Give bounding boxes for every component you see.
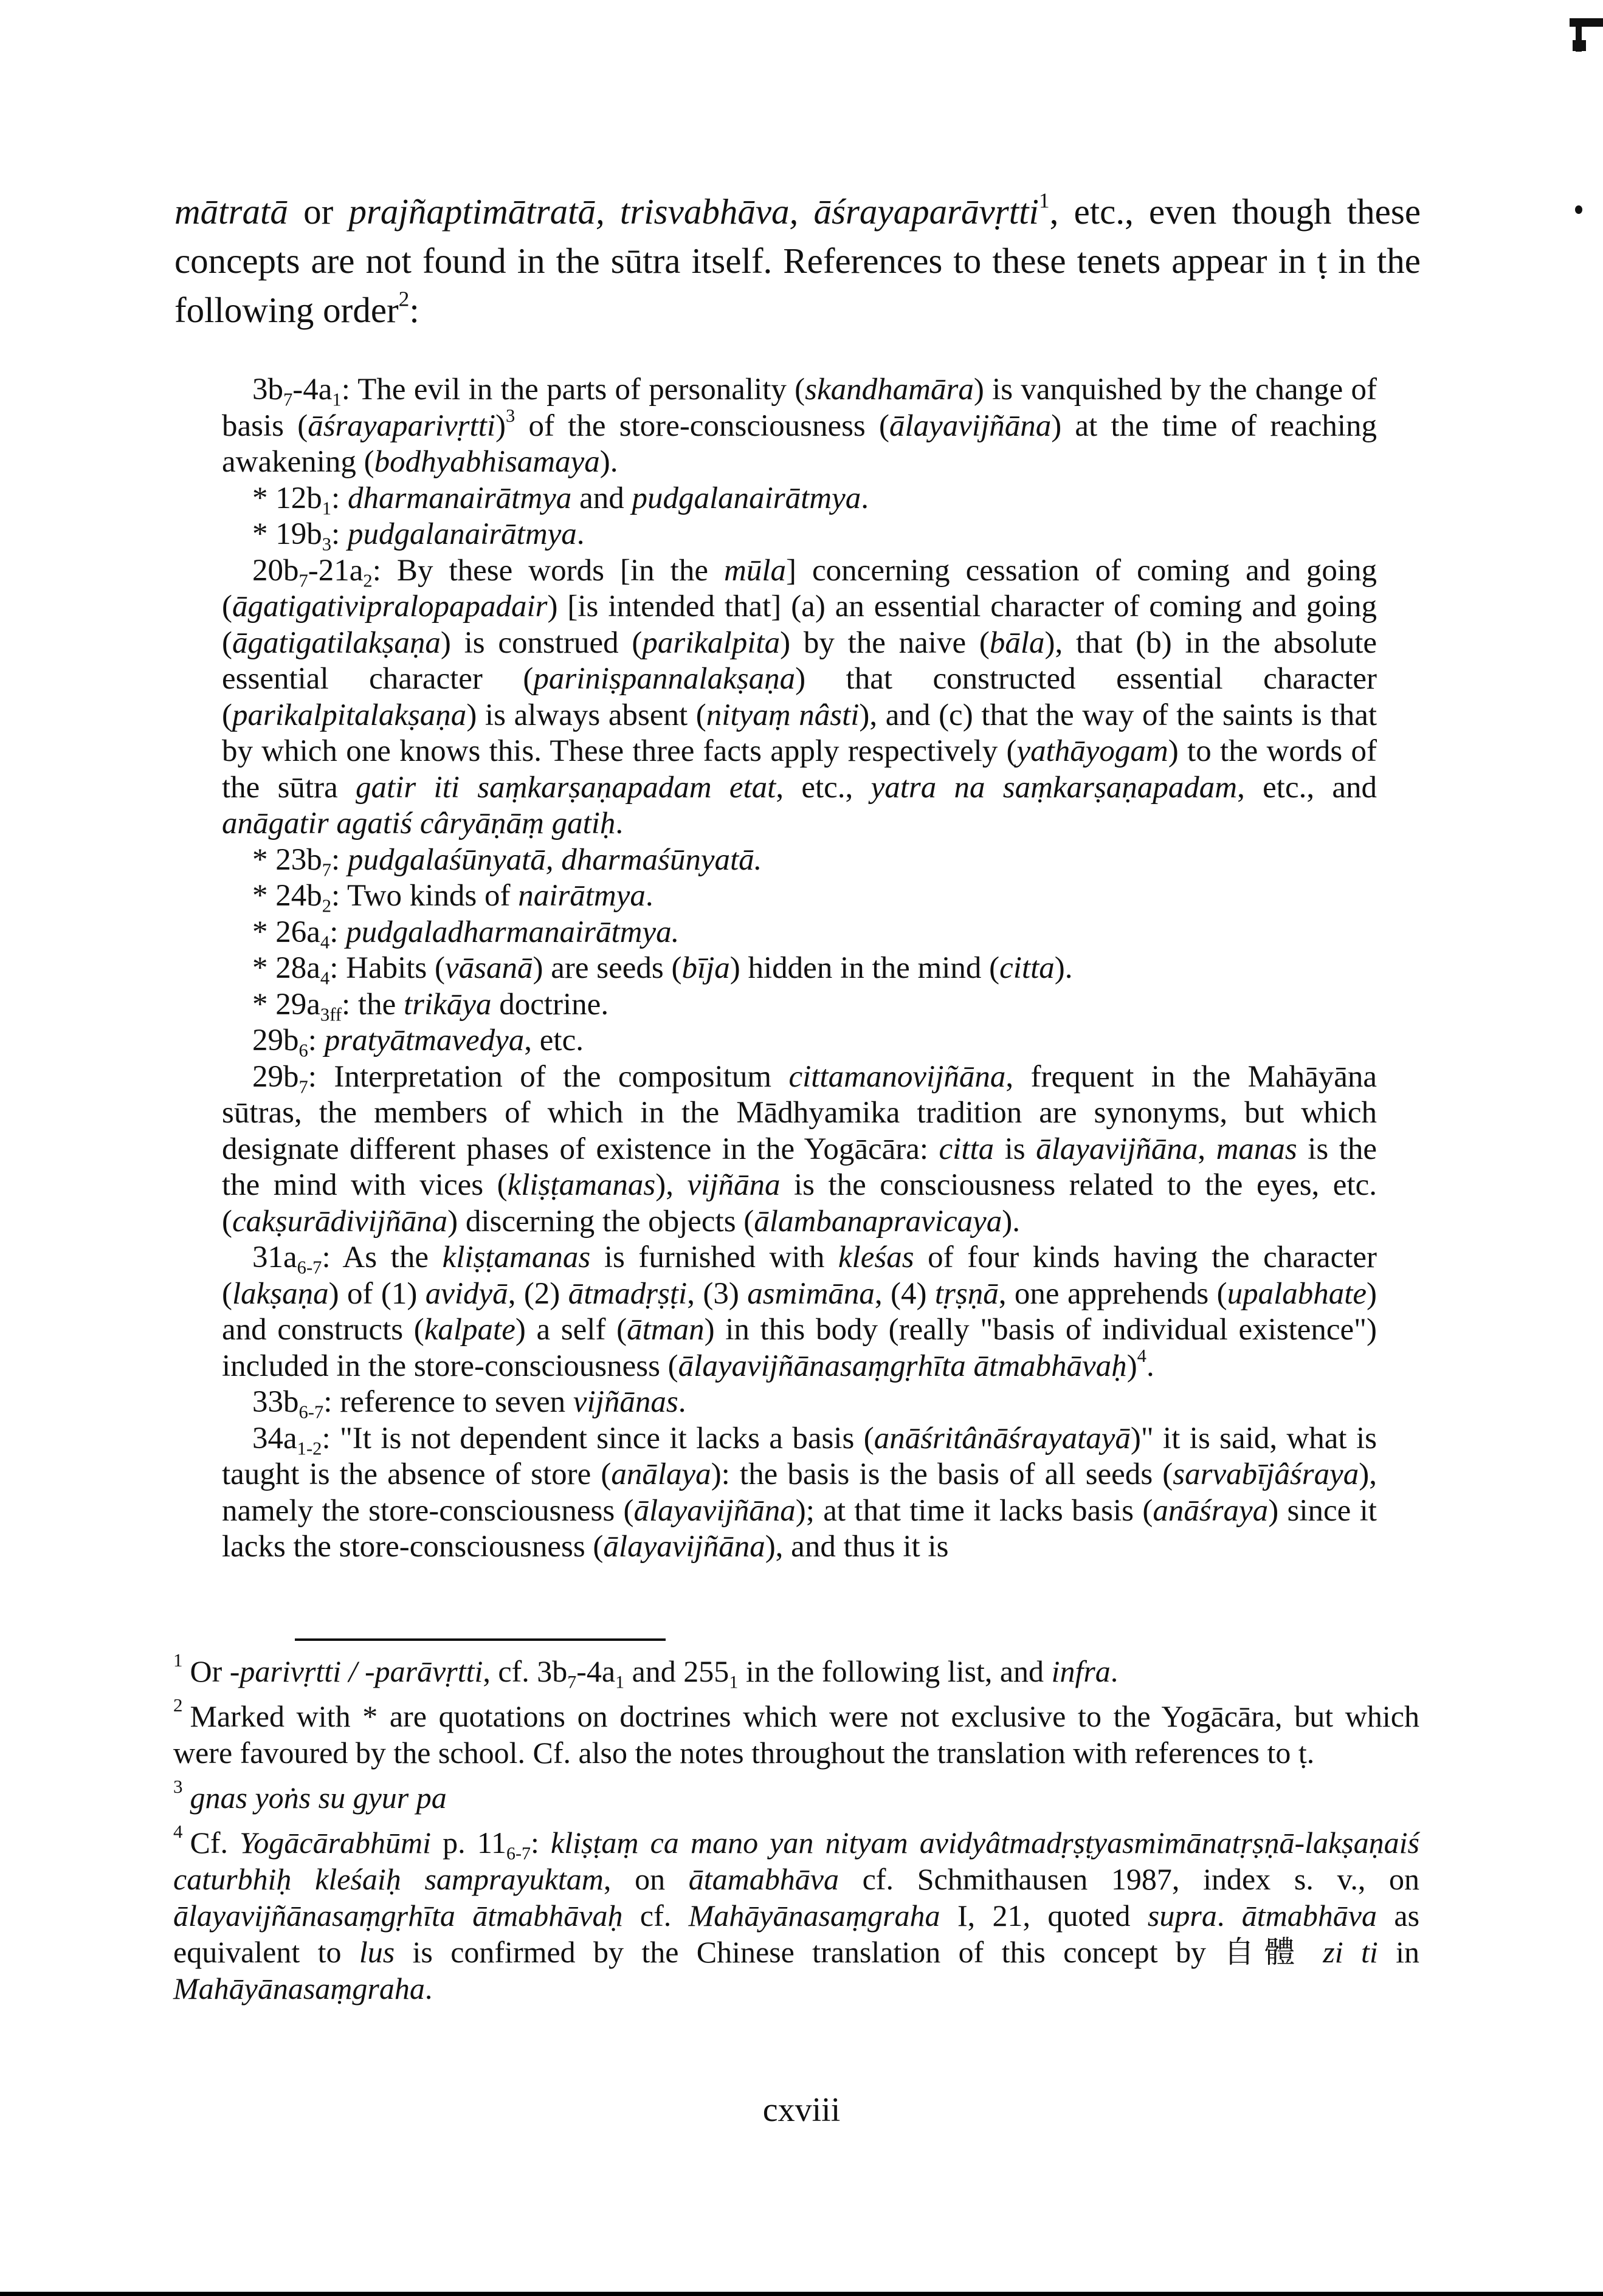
folio-ref: -21a (308, 553, 364, 588)
term: infra (1051, 1654, 1111, 1688)
text: ) (495, 408, 506, 443)
term: ālayavijñāna (603, 1530, 765, 1564)
line-sub: 1 (332, 389, 342, 410)
tenet-item (222, 372, 1377, 481)
text: is furnished with (590, 1240, 838, 1274)
term: ālayavijñāna (889, 408, 1052, 443)
folio-ref: 31a (252, 1240, 297, 1274)
text: : (331, 481, 348, 515)
text: and (571, 481, 632, 515)
term: kalpate (424, 1313, 515, 1347)
folio-ref: 33b (252, 1385, 299, 1419)
text: . (1110, 1654, 1119, 1688)
text: and 255 (624, 1654, 729, 1688)
text: , etc., even though these concepts are not found in the sūtra itself. References to these tenets appear in ṭ in the following order (174, 191, 1421, 330)
tenet-item (222, 950, 1377, 987)
footnote-number: 4 (173, 1821, 183, 1843)
term: cakṣurādivijñāna (232, 1204, 448, 1239)
text: , (3) (687, 1276, 748, 1311)
term: ātamabhāva (688, 1862, 839, 1896)
text: ) [is intended that] (a) an essential character of coming and going ( (222, 589, 1377, 660)
folio-ref: 24b (275, 879, 322, 913)
footnote-number: 2 (173, 1694, 183, 1716)
line-sub: 7 (298, 570, 308, 591)
tenet-item (222, 987, 1377, 1023)
term: cittamanovijñāna (788, 1059, 1006, 1094)
term: bīja (681, 951, 730, 985)
asterisk-marker: * (252, 481, 276, 515)
page-number: cxviii (762, 2091, 841, 2129)
term: ālayavijñāna (1036, 1132, 1198, 1166)
text: . (576, 517, 585, 551)
term: upalabhate (1227, 1276, 1367, 1311)
folio-ref: 29b (252, 1023, 299, 1057)
text: ): the basis is the basis of all seeds ( (711, 1457, 1173, 1491)
text: . (645, 879, 653, 913)
footnotes (173, 1649, 1420, 2015)
intro-paragraph (174, 187, 1421, 335)
term: Mahāyānasaṃgraha (173, 1971, 425, 2006)
text: ), namely the store-consciousness ( (222, 1457, 1377, 1528)
text: ) a self ( (515, 1313, 627, 1347)
text: . (424, 1971, 433, 2006)
text: ) that constructed essential character ( (222, 662, 1377, 732)
term: skandhamāra (805, 373, 974, 407)
folio-ref: 29b (252, 1059, 299, 1094)
line-sub: 7 (283, 389, 293, 410)
text (1305, 1935, 1323, 1969)
term: asmimāna (747, 1276, 875, 1311)
text: : As the (322, 1240, 443, 1274)
term: āśrayaparivṛtti (308, 408, 496, 443)
text: ) at the time of reaching awakening ( (222, 408, 1377, 479)
text: : Interpretation of the compositum (308, 1059, 789, 1094)
text: ) since it lacks the store-consciousness ( (222, 1493, 1377, 1564)
term: -parivṛtti / -parāvṛtti (229, 1654, 483, 1688)
line-sub: 6 (298, 1040, 308, 1061)
term: trikāya (404, 987, 492, 1022)
text: : (331, 842, 348, 877)
term: vijñāna (687, 1168, 781, 1202)
text: ), and (c) that the way of the saints is that by which one knows this. These three facts apply respectively ( (222, 698, 1377, 768)
term: yathāyogam (1016, 734, 1168, 768)
term: pratyātmavedya (324, 1023, 525, 1057)
text: cf. (622, 1899, 689, 1933)
text: is the the mind with vices ( (222, 1132, 1377, 1202)
text: : (308, 1023, 325, 1057)
text: : Habits ( (329, 951, 445, 985)
asterisk-marker: * (252, 987, 276, 1022)
asterisk-marker: * (252, 915, 276, 949)
term: citta (939, 1132, 995, 1166)
term: gnas yoṅs su gyur pa (190, 1781, 447, 1815)
tenet-item (222, 1421, 1377, 1566)
term: pudgalanairātmya (347, 517, 577, 551)
term: bāla (989, 625, 1045, 660)
intro-text (174, 187, 1421, 335)
line-sub: 4 (320, 968, 330, 989)
term: sarvabījâśraya (1173, 1457, 1359, 1491)
folio-ref: 19b (275, 517, 322, 551)
line-sub: 2 (322, 895, 332, 916)
tenet-item (222, 1240, 1377, 1384)
tenet-item (222, 1023, 1377, 1059)
text: of four kinds having the character ( (222, 1240, 1377, 1311)
text: ) to the words of the sūtra (222, 734, 1377, 805)
text: is (994, 1132, 1036, 1166)
tenet-item (222, 1384, 1377, 1421)
term: ālayavijñāna (633, 1493, 796, 1528)
folio-ref: 34a (252, 1421, 297, 1456)
tenet-item (222, 553, 1377, 842)
line-sub: 1 (729, 1672, 739, 1693)
text: : By these words [in the (372, 553, 725, 588)
text: ) is vanquished by the change of basis ( (222, 373, 1377, 443)
folio-ref: 20b (252, 553, 299, 588)
text: : The evil in the parts of personality ( (341, 373, 805, 407)
text: : (530, 1826, 551, 1860)
text: cf. Schmithausen 1987, index s. v., on (838, 1862, 1420, 1896)
footnote-number: 3 (173, 1776, 183, 1798)
term: supra (1147, 1899, 1217, 1933)
text: , one apprehends ( (998, 1276, 1227, 1311)
text: . (678, 1385, 686, 1419)
text: : the (342, 987, 404, 1022)
folio-ref: -4a (292, 373, 333, 407)
line-sub: 1 (322, 498, 332, 519)
term: dharmanairātmya (347, 481, 572, 515)
term: nairātmya (518, 879, 646, 913)
text: -4a (576, 1654, 616, 1688)
text: Or (190, 1654, 230, 1688)
text: . (1216, 1899, 1242, 1933)
term: āgatigativipralopapadair (232, 589, 548, 624)
scan-artifact-corner (1570, 18, 1587, 55)
text: , on (603, 1862, 689, 1896)
footnote-ref-2[interactable]: 2 (398, 286, 410, 311)
term: ātman (627, 1313, 705, 1347)
footnote-4 (173, 1821, 1420, 2007)
line-sub: 2 (363, 570, 373, 591)
folio-ref: 26a (275, 915, 320, 949)
text: as equivalent to (173, 1899, 1420, 1969)
tenet-item (222, 915, 1377, 951)
tenet-item (222, 517, 1377, 553)
text: : Two kinds of (331, 879, 519, 913)
text: , cf. 3b (483, 1654, 568, 1688)
term: tṛṣṇā (934, 1276, 999, 1311)
term: lus (359, 1935, 395, 1969)
term: mūla (724, 553, 787, 588)
term: avidyā (425, 1276, 508, 1311)
text: ) and constructs ( (222, 1276, 1377, 1347)
term: parikalpita (642, 625, 781, 660)
footnote-1 (173, 1649, 1419, 1693)
text: p. 11 (431, 1826, 506, 1860)
text: ) is always absent ( (466, 698, 706, 732)
text: ) (1126, 1349, 1137, 1383)
term: vāsanā (445, 951, 533, 985)
term: pudgalaśūnyatā, dharmaśūnyatā. (347, 842, 762, 877)
footnote-number: 1 (173, 1649, 183, 1671)
term: ālayavijñānasaṃgṛhīta ātmabhāvaḥ (173, 1899, 623, 1933)
term: lakṣaṇa (232, 1276, 329, 1311)
term: kliṣṭamanas (442, 1240, 591, 1274)
line-sub: 3ff (320, 1004, 342, 1025)
term: pudgalanairātmya (632, 481, 861, 515)
text: ) is construed ( (440, 625, 643, 660)
text: , frequent in the Mahāyāna sūtras, the members of which in the Mādhyamika tradition are synonyms, but which designate different phases of existence in the Yogācāra: (222, 1059, 1377, 1166)
folio-ref: 3b (252, 373, 283, 407)
term: kleśas (838, 1240, 914, 1274)
asterisk-marker: * (252, 517, 276, 551)
term: ālayavijñānasaṃgṛhīta ātmabhāvaḥ (678, 1349, 1127, 1383)
scan-artifact-blob (1573, 40, 1586, 51)
tenet-list (222, 372, 1377, 1566)
term: zi ti (1323, 1935, 1378, 1969)
asterisk-marker: * (252, 842, 276, 877)
term: pudgaladharmanairātmya. (346, 915, 680, 949)
term: manas (1216, 1132, 1297, 1166)
scan-bottom-edge (0, 2292, 1603, 2296)
text: is the consciousness related to the eyes, etc. ( (222, 1168, 1377, 1239)
line-sub: 6-7 (298, 1401, 324, 1423)
text: , etc., and (1237, 770, 1377, 805)
text: )" it is said, what is taught is the absence of store ( (222, 1421, 1377, 1491)
term: mātratā (174, 191, 288, 232)
term: prajñaptimātratā, trisvabhāva, āśrayaparāvṛtti (348, 191, 1039, 232)
footnote-ref-4[interactable]: 4 (1137, 1345, 1146, 1366)
text: I, 21, quoted (940, 1899, 1148, 1933)
text: : (409, 290, 419, 330)
folio-ref: 28a (275, 951, 320, 985)
text: , etc., (776, 770, 871, 805)
term: anālaya (611, 1457, 711, 1491)
folio-ref: 23b (275, 842, 322, 877)
folio-ref: 29a (275, 987, 320, 1022)
text: , etc. (524, 1023, 584, 1057)
footnote-2 (173, 1694, 1419, 1771)
text: . (615, 806, 624, 840)
scan-artifact-bar (1570, 18, 1603, 27)
text: , (1198, 1132, 1216, 1166)
text: ) by the naive ( (780, 625, 990, 660)
footnote-3 (173, 1776, 1419, 1816)
line-sub: 1-2 (297, 1438, 322, 1459)
term: Mahāyānasaṃgraha (688, 1899, 940, 1933)
term: anāśraya (1153, 1493, 1269, 1528)
term: ātmadṛṣṭi (568, 1276, 688, 1311)
term: ātmabhāva (1241, 1899, 1377, 1933)
text: or (288, 191, 349, 232)
text: ) of (1) (328, 1276, 426, 1311)
line-sub: 3 (322, 534, 332, 555)
line-sub: 4 (320, 932, 330, 953)
text: Cf. (190, 1826, 240, 1860)
text: : (329, 915, 346, 949)
text: , (4) (874, 1276, 935, 1311)
asterisk-marker: * (252, 879, 276, 913)
text: : "It is not dependent since it lacks a basis ( (322, 1421, 874, 1456)
text: ), that (b) in the absolute essential character ( (222, 625, 1377, 696)
term: gatir iti saṃkarṣaṇapadam etat (356, 770, 776, 805)
footnote-ref-1[interactable]: 1 (1038, 188, 1050, 213)
text: ). (599, 445, 618, 479)
line-sub: 6-7 (297, 1257, 322, 1278)
term: parikalpitalakṣaṇa (232, 698, 467, 732)
text: ); at that time it lacks basis ( (795, 1493, 1153, 1528)
text: : reference to seven (323, 1385, 573, 1419)
term: bodhyabhisamaya (374, 445, 600, 479)
term: āgatigatilakṣaṇa (232, 625, 441, 660)
term: kliṣṭaṃ ca mano yan nityam avidyâtmadṛṣṭyasmimānatṛṣṇā-lakṣaṇaiś caturbhiḥ kleśaiḥ samprayuktam (173, 1826, 1419, 1896)
line-sub: 7 (322, 859, 332, 881)
asterisk-marker: * (252, 951, 276, 985)
line-sub: 6-7 (506, 1843, 531, 1864)
term: kliṣṭamanas (507, 1168, 656, 1202)
text: ) in this body (really "basis of individual existence") included in the store-consciousness ( (222, 1313, 1377, 1383)
chinese-characters: 自體 (1224, 1934, 1305, 1970)
text: ). (1054, 951, 1073, 985)
scan-artifact-dot (1575, 205, 1582, 214)
term: anāgatir agatiś câryāṇāṃ gatiḥ (222, 806, 616, 840)
text: in the following list, and (738, 1654, 1052, 1688)
text: , (2) (508, 1276, 568, 1311)
text: ] concerning cessation of coming and going ( (222, 553, 1377, 624)
text: in (1377, 1935, 1419, 1969)
term: nityaṃ nâsti (706, 698, 860, 732)
term: citta (999, 951, 1055, 985)
folio-ref: 12b (275, 481, 322, 515)
text: ) hidden in the mind ( (729, 951, 1000, 985)
term: Yogācārabhūmi (240, 1826, 432, 1860)
text: Marked with * are quotations on doctrines which were not exclusive to the Yogācāra, but which were favoured by the school. Cf. also the notes throughout the translation with references to ṭ. (173, 1699, 1419, 1770)
term: pariniṣpannalakṣaṇa (533, 662, 796, 696)
tenet-item (222, 878, 1377, 915)
tenet-item (222, 481, 1377, 517)
text: : (331, 517, 348, 551)
term: anāśritânāśrayatayā (874, 1421, 1131, 1456)
line-sub: 7 (298, 1076, 308, 1098)
line-sub: 1 (615, 1672, 625, 1693)
text: ) are seeds ( (533, 951, 682, 985)
text: ). (1002, 1204, 1020, 1239)
text: ), (655, 1168, 688, 1202)
term: ālambanapravicaya (754, 1204, 1002, 1239)
tenet-item (222, 1059, 1377, 1240)
line-sub: 7 (567, 1672, 577, 1693)
term: vijñānas (573, 1385, 678, 1419)
text: ), and thus it is (765, 1530, 949, 1564)
tenet-item (222, 842, 1377, 879)
text: . (1146, 1349, 1154, 1383)
text: of the store-consciousness ( (515, 408, 889, 443)
term: yatra na saṃkarṣaṇapadam (870, 770, 1238, 805)
footnote-ref-3[interactable]: 3 (506, 405, 515, 426)
text: is confirmed by the Chinese translation of this concept by (395, 1935, 1224, 1969)
text: doctrine. (491, 987, 609, 1022)
text: ) discerning the objects ( (447, 1204, 754, 1239)
footnote-divider (295, 1638, 666, 1641)
text: . (861, 481, 869, 515)
